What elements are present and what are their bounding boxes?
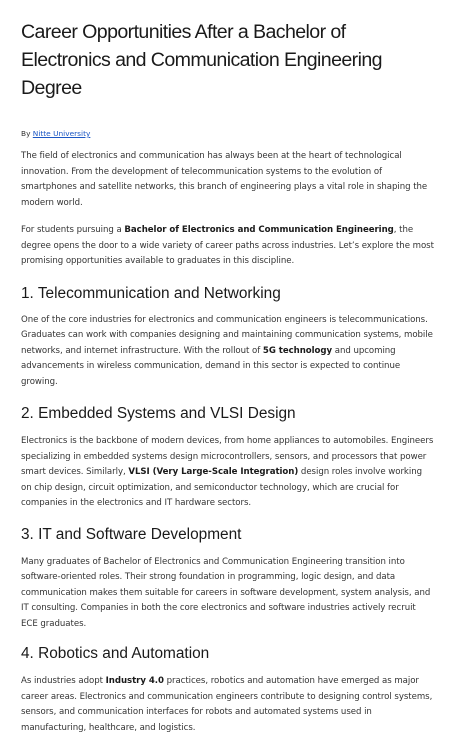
section-paragraph-robotics	[21, 674, 435, 736]
embedded-text-start: Electronics is the backbone of modern devices, from home appliances to automobiles. Engineers specializing in embedded systems design microcontrollers, sensors, and processors that power smart devices. Similarly,	[21, 436, 434, 477]
section-heading-embedded: 2. Embedded Systems and VLSI Design	[21, 405, 296, 422]
robotics-text-start: As industries adopt	[21, 676, 106, 686]
section-paragraph-telecom	[21, 313, 435, 391]
section-paragraph-it: Many graduates of Bachelor of Electronics and Communication Engineering transition into software-oriented roles. Their strong foundation in programming, logic design, and data communication makes them suitable for careers in software development, system analysis, and IT consulting. Companies in both the core electronics and software industries actively recruit ECE graduates.	[21, 556, 431, 629]
intro-paragraph: The field of electronics and communication has always been at the heart of technological innovation. From the development of telecommunication systems to the evolution of smartphones and satellite networks, this branch of engineering plays a vital role in shaping the modern world.	[21, 151, 428, 208]
byline	[21, 129, 435, 139]
degree-name: Bachelor of Electronics and Communication Engineering	[124, 225, 394, 235]
section-paragraph-embedded	[21, 434, 435, 512]
section-heading-it: 3. IT and Software Development	[21, 525, 242, 543]
telecom-text-start: One of the core industries for electronics and communication engineers is telecommunications. Graduates can work with companies designing and maintaining communication systems, mobile networks, and internet infrastructure. With the rollout of	[21, 314, 433, 356]
embedded-text-end: design roles involve working on chip design, circuit optimization, and semiconductor technology, which are crucial for companies in the electronics and IT hardware sectors.	[21, 467, 422, 508]
article-title: Career Opportunities After a Bachelor of Electronics and Communication Engineering Degree	[21, 21, 382, 99]
byline-prefix: By	[21, 129, 33, 138]
robotics-text-end: practices, robotics and automation have emerged as major career areas. Electronics and communication engineers contribute to designing control systems, sensors, and communication interfaces for robots and automated systems used in manufacturing, healthcare, and logistics.	[21, 676, 433, 733]
degree-paragraph-text-end: , the degree opens the door to a wide variety of career paths across industries. Let’s explore the most promising opportunities available to graduates in this discipline.	[21, 225, 434, 266]
degree-paragraph	[21, 223, 435, 270]
section-heading-robotics: 4. Robotics and Automation	[21, 645, 210, 662]
degree-paragraph-text-start: For students pursuing a	[21, 225, 125, 235]
author-link[interactable]: Nitte University	[32, 129, 91, 138]
section-heading-telecom: 1. Telecommunication and Networking	[21, 284, 281, 302]
robotics-highlight: Industry 4.0	[105, 676, 164, 686]
telecom-highlight: 5G technology	[262, 345, 333, 356]
telecom-text-end: and upcoming advancements in wireless communication, demand in this sector is expected to continue growing.	[21, 345, 401, 387]
embedded-highlight: VLSI (Very Large-Scale Integration)	[128, 467, 299, 477]
article	[21, 18, 435, 736]
